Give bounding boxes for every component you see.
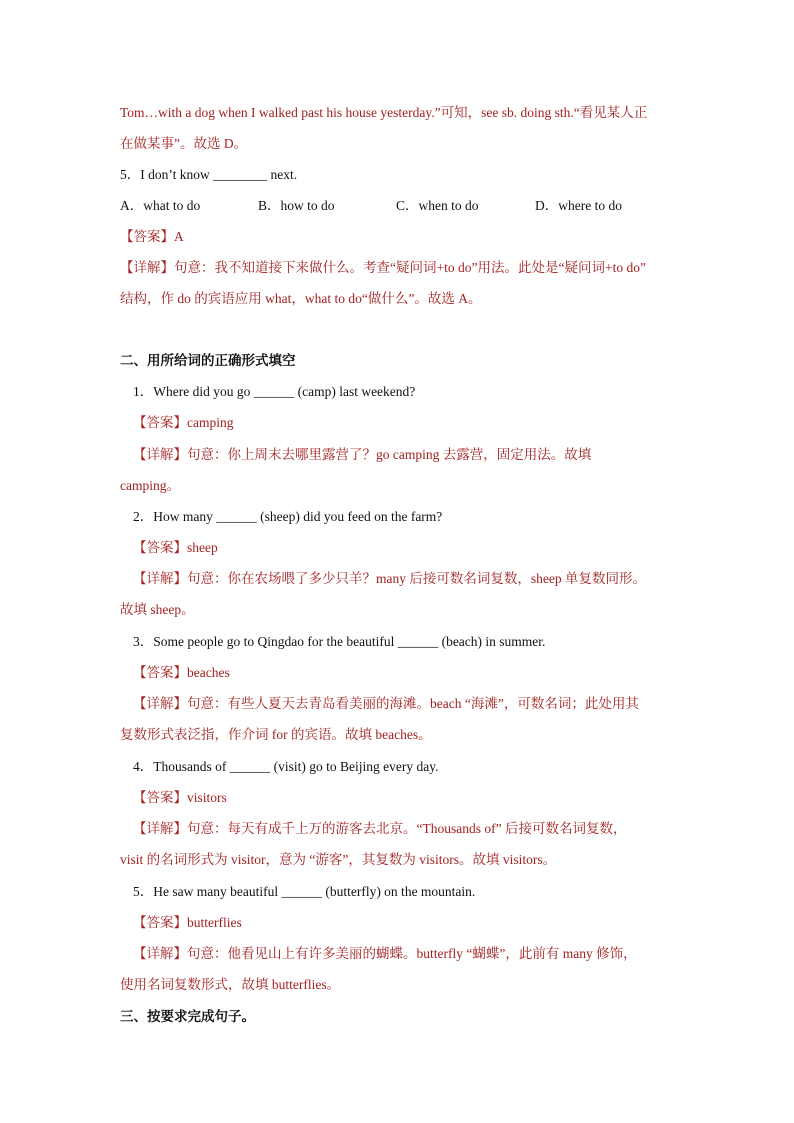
item-3-answer: 【答案】beaches xyxy=(133,665,230,680)
option-c: C．when to do xyxy=(396,198,479,213)
option-d: D．where to do xyxy=(535,198,622,213)
item-5-stem: 5．He saw many beautiful ______ (butterfly) on the mountain. xyxy=(133,884,476,899)
question-5-stem: 5．I don’t know ________ next. xyxy=(120,167,298,182)
item-4-stem: 4．Thousands of ______ (visit) go to Beijing every day. xyxy=(133,759,439,774)
item-1-detail-line-2: camping。 xyxy=(120,478,180,493)
question-5-detail-line-1: 【详解】句意：我不知道接下来做什么。考查“疑问词+to do”用法。此处是“疑问词+to do” xyxy=(120,260,646,275)
item-2-detail-line-2: 故填 sheep。 xyxy=(120,602,195,617)
item-1-answer: 【答案】camping xyxy=(133,415,234,430)
item-5-detail-line-1: 【详解】句意：他看见山上有许多美丽的蝴蝶。butterfly “蝴蝶”，此前有 many 修饰， xyxy=(133,946,637,961)
item-5-detail-line-2: 使用名词复数形式，故填 butterflies。 xyxy=(120,977,341,992)
item-4-detail-line-1: 【详解】句意：每天有成千上万的游客去北京。“Thousands of” 后接可数名词复数， xyxy=(133,821,627,836)
item-4-detail-line-2: visit 的名词形式为 visitor，意为 “游客”，其复数为 visitors。故填 visitors。 xyxy=(120,852,557,867)
question-5-detail-line-2: 结构，作 do 的宾语应用 what，what to do“做什么”。故选 A。 xyxy=(120,291,482,306)
section-2-heading: 二、用所给词的正确形式填空 xyxy=(120,353,296,369)
item-3-stem: 3．Some people go to Qingdao for the beautiful ______ (beach) in summer. xyxy=(133,634,546,649)
item-2-answer: 【答案】sheep xyxy=(133,540,218,555)
item-3-detail-line-1: 【详解】句意：有些人夏天去青岛看美丽的海滩。beach “海滩”，可数名词；此处用其 xyxy=(133,696,639,711)
item-3-detail-line-2: 复数形式表泛指，作介词 for 的宾语。故填 beaches。 xyxy=(120,727,432,742)
item-2-detail-line-1: 【详解】句意：你在农场喂了多少只羊？many 后接可数名词复数，sheep 单复数同形。 xyxy=(133,571,646,586)
section-3-heading: 三、按要求完成句子。 xyxy=(120,1009,255,1025)
item-1-detail-line-1: 【详解】句意：你上周末去哪里露营了？go camping 去露营，固定用法。故填 xyxy=(133,447,592,462)
prev-detail-line-1: Tom…with a dog when I walked past his house yesterday.”可知，see sb. doing sth.“看见某人正 xyxy=(120,105,648,120)
option-b: B．how to do xyxy=(258,198,335,213)
item-4-answer: 【答案】visitors xyxy=(133,790,227,805)
item-2-stem: 2．How many ______ (sheep) did you feed on the farm? xyxy=(133,509,443,524)
prev-detail-line-2: 在做某事”。故选 D。 xyxy=(120,136,248,151)
item-5-answer: 【答案】butterflies xyxy=(133,915,242,930)
option-a: A．what to do xyxy=(120,198,201,213)
item-1-stem: 1．Where did you go ______ (camp) last weekend? xyxy=(133,384,416,399)
question-5-answer: 【答案】A xyxy=(120,229,184,244)
